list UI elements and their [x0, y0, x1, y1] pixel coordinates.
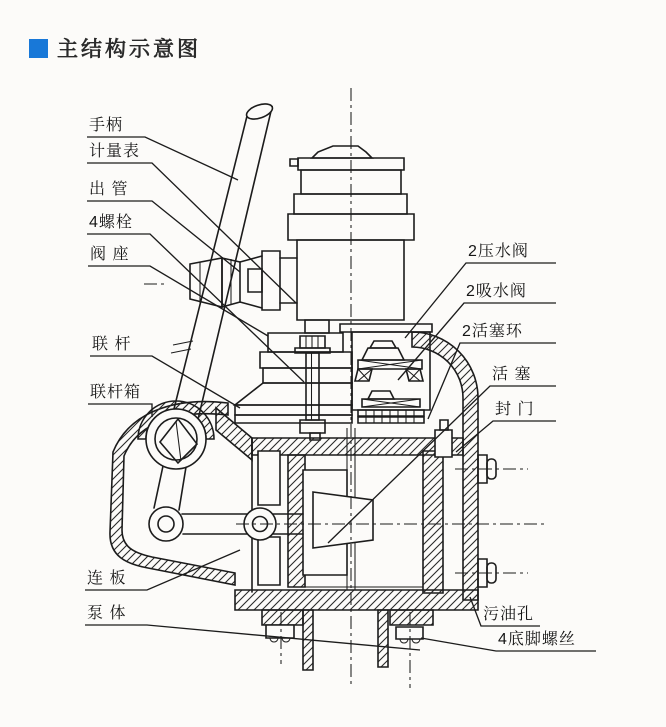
page-title: 主结构示意图	[57, 38, 201, 61]
label-valve-seat: 阀 座	[90, 246, 130, 263]
label-oil-drain-hole: 污油孔	[483, 606, 535, 623]
label-piston-rings: 2活塞环	[462, 323, 523, 340]
label-suction-valves: 2吸水阀	[466, 283, 527, 300]
leader-pump-body	[85, 625, 420, 650]
label-pump-body: 泵 体	[87, 605, 127, 622]
leader-valve-seat	[88, 266, 268, 336]
label-handle: 手柄	[89, 117, 124, 134]
label-link-rod: 联 杆	[92, 336, 132, 353]
label-link-rod-box: 联杆箱	[90, 384, 142, 401]
label-outlet-pipe: 出 管	[89, 181, 129, 198]
valve-seat-part	[235, 333, 352, 440]
label-foot-screws-4: 4底脚螺丝	[498, 631, 576, 648]
base-feet	[262, 610, 433, 670]
label-connecting-plate: 连 板	[87, 570, 127, 587]
label-meter: 计量表	[89, 143, 141, 160]
leader-link-rod-box	[88, 404, 152, 417]
label-piston: 活 塞	[492, 366, 532, 383]
label-seal-door: 封 门	[495, 401, 535, 418]
label-bolts-4: 4螺栓	[89, 214, 133, 231]
label-pressure-valves: 2压水阀	[468, 243, 529, 260]
